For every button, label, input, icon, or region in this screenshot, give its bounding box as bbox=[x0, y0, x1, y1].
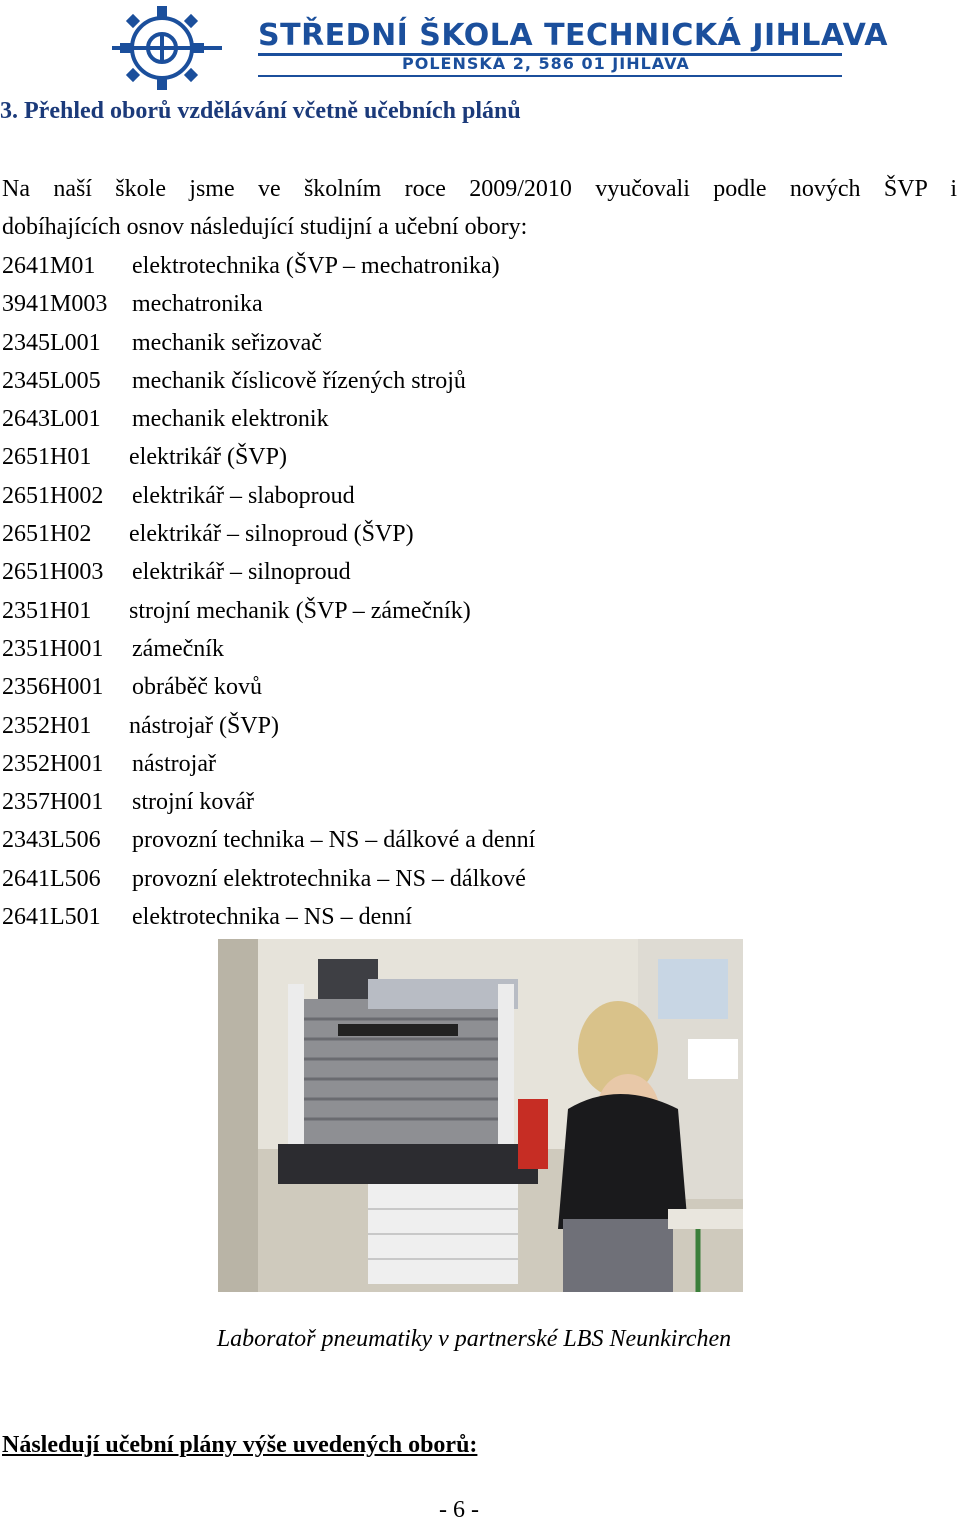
program-name: nástrojař (ŠVP) bbox=[129, 712, 279, 739]
program-name: elektrikář – silnoproud bbox=[132, 559, 351, 586]
program-name: elektrotechnika (ŠVP – mechatronika) bbox=[132, 253, 500, 279]
program-name: provozní elektrotechnika – NS – dálkové bbox=[132, 865, 526, 892]
program-code: 2356H001 bbox=[2, 674, 104, 701]
program-name: obráběč kovů bbox=[132, 674, 262, 701]
program-item bbox=[2, 477, 535, 515]
program-item bbox=[2, 553, 535, 591]
program-item bbox=[2, 668, 535, 706]
photo-caption: Laboratoř pneumatiky v partnerské LBS Neunkirchen bbox=[216, 1326, 732, 1352]
program-item bbox=[2, 324, 535, 362]
program-code: 2641M01 bbox=[2, 253, 96, 279]
program-code: 2345L001 bbox=[2, 329, 101, 356]
program-item bbox=[2, 438, 535, 476]
program-name: mechatronika bbox=[132, 291, 263, 318]
program-code: 2651H003 bbox=[2, 559, 104, 586]
program-code: 2643L001 bbox=[2, 406, 101, 433]
program-code: 2641L506 bbox=[2, 865, 101, 892]
lab-photo-image bbox=[218, 939, 743, 1292]
program-code: 2343L506 bbox=[2, 827, 101, 854]
program-name: provozní technika – NS – dálkové a denní bbox=[132, 827, 536, 854]
program-name: elektrikář (ŠVP) bbox=[129, 444, 287, 471]
intro-line-1: Na naší škole jsme ve školním roce 2009/2010 vyučovali podle nových ŠVP i bbox=[2, 176, 957, 202]
page-number: - 6 - bbox=[439, 1497, 479, 1523]
gear-logo-icon bbox=[112, 4, 222, 92]
program-item bbox=[2, 898, 535, 936]
program-name: mechanik elektronik bbox=[132, 406, 329, 433]
program-code: 3941M003 bbox=[2, 291, 108, 318]
program-name: nástrojař bbox=[132, 750, 216, 777]
lab-photo bbox=[218, 939, 743, 1292]
program-item bbox=[2, 592, 535, 630]
footer-heading: Následují učební plány výše uvedených oborů: bbox=[2, 1432, 478, 1458]
program-item bbox=[2, 630, 535, 668]
program-item bbox=[2, 707, 535, 745]
program-item bbox=[2, 745, 535, 783]
program-item bbox=[2, 400, 535, 438]
program-code: 2351H01 bbox=[2, 597, 92, 624]
program-code: 2651H01 bbox=[2, 444, 92, 471]
intro-paragraph bbox=[2, 170, 957, 247]
school-name: STŘEDNÍ ŠKOLA TECHNICKÁ JIHLAVA bbox=[258, 18, 888, 53]
school-address: POLENSKÁ 2, 586 01 JIHLAVA bbox=[402, 54, 690, 73]
program-code: 2641L501 bbox=[2, 904, 101, 931]
program-code: 2651H02 bbox=[2, 521, 92, 548]
program-name: elektrikář – silnoproud (ŠVP) bbox=[129, 521, 414, 548]
program-code: 2357H001 bbox=[2, 789, 104, 816]
program-name: elektrotechnika – NS – denní bbox=[132, 904, 412, 931]
program-item bbox=[2, 783, 535, 821]
intro-line-2: dobíhajících osnov následující studijní a učební obory: bbox=[2, 214, 528, 241]
section-title: 3. Přehled oborů vzdělávání včetně učebních plánů bbox=[0, 98, 521, 124]
program-code: 2352H001 bbox=[2, 750, 104, 777]
program-code: 2345L005 bbox=[2, 367, 101, 394]
program-name: strojní mechanik (ŠVP – zámečník) bbox=[129, 597, 471, 624]
program-name: mechanik seřizovač bbox=[132, 329, 322, 356]
program-item bbox=[2, 515, 535, 553]
program-code: 2352H01 bbox=[2, 712, 92, 739]
program-name: elektrikář – slaboproud bbox=[132, 482, 355, 509]
program-item bbox=[2, 860, 535, 898]
letterhead-rule-bottom bbox=[258, 75, 842, 77]
program-item bbox=[2, 285, 535, 323]
program-code: 2651H002 bbox=[2, 482, 104, 509]
program-list bbox=[2, 247, 535, 936]
letterhead bbox=[112, 4, 888, 94]
program-item bbox=[2, 247, 535, 285]
program-code: 2351H001 bbox=[2, 635, 104, 662]
program-item bbox=[2, 362, 535, 400]
program-name: zámečník bbox=[132, 635, 224, 662]
program-name: mechanik číslicově řízených strojů bbox=[132, 367, 466, 394]
program-item bbox=[2, 821, 535, 859]
program-name: strojní kovář bbox=[132, 789, 254, 816]
